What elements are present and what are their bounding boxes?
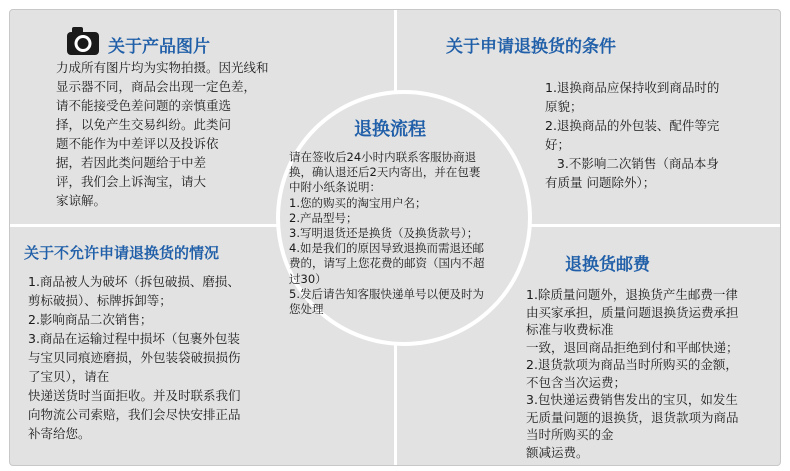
return-conditions-text: [545, 78, 775, 192]
text-line: 向物流公司索赔，我们会尽快安排正品: [28, 407, 241, 422]
text-line: 评，我们会上诉淘宝，请大: [56, 174, 207, 189]
camera-icon: [66, 26, 100, 56]
text-line: 题不能作为中差评以及投诉依: [56, 136, 219, 151]
text-line: 2.影响商品二次销售；: [28, 312, 153, 327]
text-line: 标准与收费标准: [526, 322, 614, 337]
text-line: 择，以免产生交易纠纷。此类问: [56, 117, 232, 132]
return-process-text: [289, 150, 523, 317]
text-line: 好；: [545, 137, 571, 152]
text-line: 您处理: [289, 302, 324, 317]
text-line: 3.写明退货还是换货（及换货款号）；: [289, 226, 479, 241]
text-line: 3.包快递运费销售发出的宝贝，如发生: [526, 392, 738, 407]
text-line: 家谅解。: [56, 193, 107, 208]
text-line: 快递送货时当面拒收。并及时联系我们: [28, 388, 241, 403]
text-line: 一致，退回商品拒绝到付和平邮快递；: [526, 339, 739, 355]
text-line: 无质量问题的退换货，退货款项为商品: [526, 409, 739, 425]
text-line: 1.您的购买的淘宝用户名；: [289, 195, 427, 210]
not-allowed-title: 关于不允许申请退换货的情况: [24, 244, 220, 262]
text-line: 2.产品型号；: [289, 210, 358, 225]
text-line: 由买家承担，质量问题退换货运费承担: [526, 304, 739, 320]
text-line: 换，确认退还后2天内寄出，并在包裹: [289, 165, 481, 180]
postage-text: [526, 286, 776, 461]
text-line: 额减运费。: [526, 444, 589, 460]
text-line: 剪标破损）、标牌拆卸等；: [28, 293, 172, 308]
text-line: 2.退换商品的外包装、配件等完: [545, 118, 720, 133]
product-images-title: 关于产品图片: [108, 37, 210, 57]
text-line: 有质量 问题除外）；: [545, 175, 656, 190]
text-line: 1.退换商品应保持收到商品时的: [545, 80, 720, 95]
return-conditions-title: 关于申请退换货的条件: [446, 37, 616, 57]
not-allowed-text: [28, 272, 288, 443]
text-line: 3.商品在运输过程中损坏（包裹外包装: [28, 331, 240, 346]
text-line: 1.除质量问题外，退换货产生邮费一律: [526, 287, 738, 302]
return-policy-panel: [9, 9, 781, 466]
text-line: 请不能接受色差问题的亲慎重选: [56, 98, 232, 113]
postage-title: 退换货邮费: [565, 255, 650, 275]
text-line: 5.发后请告知客服快递单号以便及时为: [289, 286, 484, 301]
text-line: 4.如是我们的原因导致退换而需退还邮: [289, 241, 484, 256]
text-line: 原貌；: [545, 99, 583, 114]
text-line: 显示器不同，商品会出现一定色差，: [56, 79, 257, 94]
return-process-title: 退换流程: [354, 119, 426, 140]
text-line: 力成所有图片均为实物拍摄。因光线和: [56, 60, 269, 75]
text-line: 当时所购买的金: [526, 427, 614, 442]
text-line: 据，若因此类问题给于中差: [56, 155, 207, 170]
text-line: 了宝贝），请在: [28, 369, 110, 384]
text-line: 3.不影响二次销售（商品本身: [545, 156, 719, 171]
text-line: 中附小纸条说明：: [289, 180, 381, 195]
text-line: 补寄给您。: [28, 426, 91, 441]
text-line: 与宝贝同痕迹磨损，外包装袋破损损伤: [28, 350, 241, 365]
text-line: 不包含当次运费；: [526, 374, 627, 390]
text-line: 请在签收后24小时内联系客服协商退: [289, 150, 477, 164]
text-line: 过30）: [289, 271, 327, 286]
text-line: 费的，请写上您花费的邮资（国内不超: [289, 256, 485, 271]
text-line: 2.退货款项为商品当时所购买的金额，: [526, 357, 738, 372]
text-line: 1.商品被人为破坏（拆包破损、磨损、: [28, 274, 240, 289]
